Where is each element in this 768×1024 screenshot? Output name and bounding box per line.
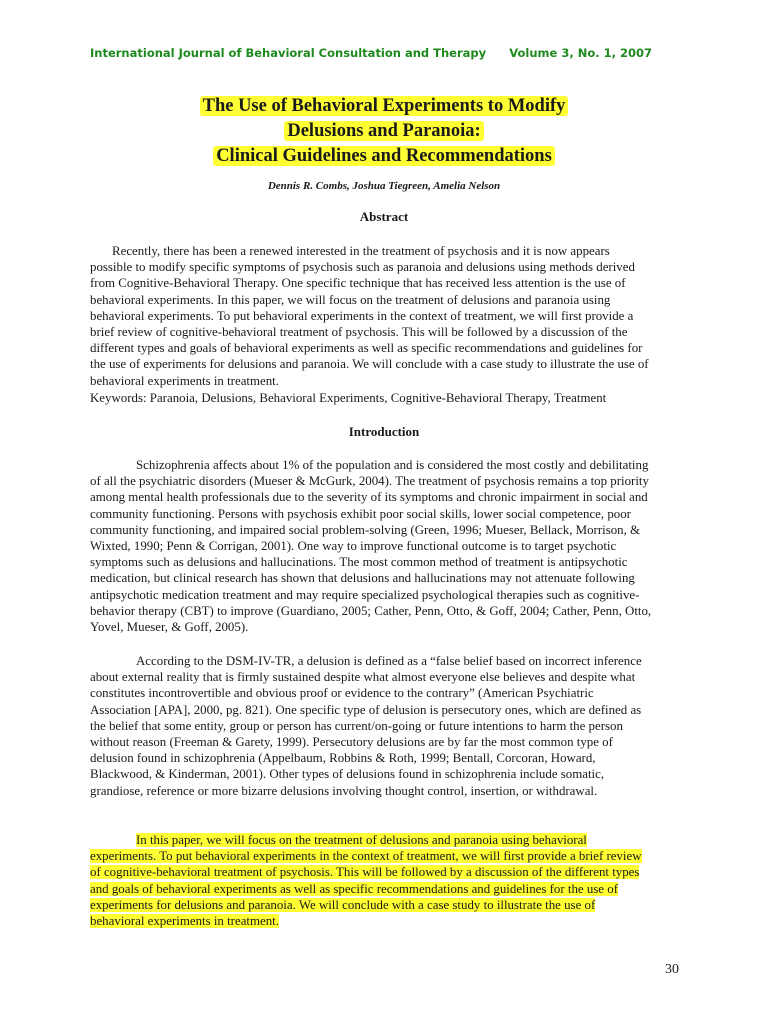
intro-paragraph-3-highlighted: [90, 832, 652, 929]
highlighted-text: In this paper, we will focus on the treatment of delusions and paranoia using behavioral experiments. To put behavioral experiments in the context of treatment, we will first provide a brief review of cognitive-behavioral treatment of psychosis. This will be followed by a discussion of the different types and goals of behavioral experiments as well as specific recommendations and guidelines for the use of experiments for delusions and paranoia. We will conclude with a case study to illustrate the use of behavioral experiments in treatment.: [90, 833, 642, 929]
abstract-text: Recently, there has been a renewed interested in the treatment of psychosis and it is now appears possible to modify specific symptoms of psychosis such as paranoia and delusions using methods derived from Cognitive-Behavioral Therapy. One specific technique that has received less attention is the use of behavioral experiments. In this paper, we will focus on the treatment of delusions and paranoia using behavioral experiments. To put behavioral experiments in the context of treatment, we will first provide a brief review of cognitive-behavioral treatment of psychosis. This will be followed by a discussion of the different types and goals of behavioral experiments as well as specific recommendations and guidelines for the use of experiments for delusions and paranoia. We will conclude with a case study to illustrate the use of behavioral experiments in treatment.: [90, 244, 649, 388]
journal-name: International Journal of Behavioral Consultation and Therapy: [90, 46, 487, 60]
keywords: Keywords: Paranoia, Delusions, Behavioral Experiments, Cognitive-Behavioral Therapy, Treatment: [90, 391, 607, 405]
title-line-1: The Use of Behavioral Experiments to Modify: [200, 96, 569, 116]
title-line-3: Clinical Guidelines and Recommendations: [213, 146, 555, 166]
intro-paragraph-2: According to the DSM-IV-TR, a delusion is defined as a “false belief based on incorrect inference about external reality that is firmly sustained despite what almost everyone else believes and despite what constitutes incontrovertible and obvious proof or evidence to the contrary” (American Psychiatric Association [APA], 2000, pg. 821). One specific type of delusion is persecutory ones, which are defined as the belief that some entity, group or person has current/on-going or future intentions to harm the person without reason (Freeman & Garety, 1999). Persecutory delusions are by far the most common type of delusion found in schizophrenia (Appelbaum, Robbins & Roth, 1999; Bentall, Corcoran, Howard, Blackwood, & Kinderman, 2001). Other types of delusions found in schizophrenia include somatic, grandiose, reference or more bizarre delusions involving thought control, insertion, or withdrawal.: [90, 654, 642, 798]
introduction-heading: Introduction: [348, 424, 420, 439]
page-number: 30: [665, 962, 679, 977]
volume-info: Volume 3, No. 1, 2007: [509, 46, 652, 60]
intro-paragraph-1: Schizophrenia affects about 1% of the population and is considered the most costly and debilitating of all the psychiatric disorders (Mueser & McGurk, 2004). The treatment of psychosis remains a top priority among mental health professionals due to the severity of its symptoms and chronic impairment in social and community functioning. Persons with psychosis exhibit poor social skills, lower social competence, poor community functioning, and impaired social problem-solving (Green, 1996; Mueser, Bellack, Morrison, & Wixted, 1990; Penn & Corrigan, 2001). One way to improve functional outcome is to target psychotic symptoms such as delusions and hallucinations. The most common method of treatment is antipsychotic medication, but clinical research has shown that delusions and hallucinations may not attenuate following antipsychotic medication treatment and may require specialized psychological therapies such as cognitive-behavior therapy (CBT) to improve (Guardiano, 2005; Cather, Penn, Otto, & Goff, 2004; Cather, Penn, Otto, Yovel, Mueser, & Goff, 2005).: [90, 458, 652, 635]
abstract-heading: Abstract: [359, 209, 409, 224]
paper-title: [0, 94, 768, 169]
author-list: Dennis R. Combs, Joshua Tiegreen, Amelia Nelson: [267, 180, 501, 192]
title-line-2: Delusions and Paranoia:: [284, 121, 483, 141]
